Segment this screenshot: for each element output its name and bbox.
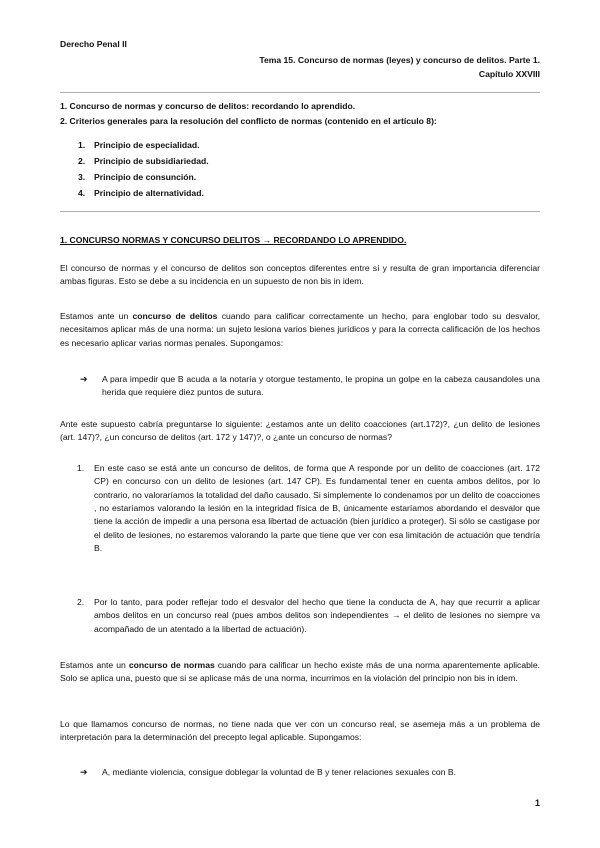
paragraph: Lo que llamamos concurso de normas, no tiene nada que ver con un concurso real, se asemeja más a un problema de interpretación para la determinación del precepto legal aplicable. Supongamos:: [60, 719, 540, 743]
paragraph: Estamos ante un concurso de delitos cuando para calificar correctamente un hecho, para englobar todo su desvalor, necesitamos aplicar más de una norma: un sujeto lesiona varios bienes jurídicos y para la correcta calificación de los hechos es necesario aplicar varias normas penales. Supongamos:: [60, 311, 540, 348]
toc-item-2: 2. Criterios generales para la resolución del conflicto de normas (contenido en el artículo 8):: [60, 116, 437, 126]
page-number: 1: [534, 798, 540, 808]
bullet-item: A, mediante violencia, consigue doblegar la voluntad de B y tener relaciones sexuales con B.: [102, 767, 456, 777]
toc-subitem: 2. Principio de subsidiariedad.: [78, 156, 209, 166]
toc-subitem: 4. Principio de alternatividad.: [78, 188, 204, 198]
divider: [60, 211, 540, 212]
list-number: 1.: [77, 463, 85, 473]
toc-subitem: 1. Principio de especialidad.: [78, 140, 200, 150]
paragraph: Estamos ante un concurso de normas cuando para calificar un hecho existe más de una norma aparentemente aplicable. Solo se aplica una, puesto que si se aplicase más de una norma, incurrimos en la violación del principio non bis in idem.: [60, 660, 540, 684]
chapter-title: Capítulo XXVIII: [478, 69, 540, 79]
arrow-bullet-icon: ➔: [80, 374, 88, 384]
toc-subitems: [78, 139, 209, 203]
paragraph: El concurso de normas y el concurso de delitos son conceptos diferentes entre sí y resulta de gran importancia diferenciar ambas figuras. Esto se debe a su incidencia en un supuesto de non bis in idem.: [60, 263, 540, 287]
list-number: 2.: [77, 597, 85, 607]
list-item: En este caso se está ante un concurso de delitos, de forma que A responde por un delito de coacciones (art. 172 CP) en concurso con un delito de lesiones (art. 147 CP). Es fundamental tener en cuenta ambos delitos, por lo contrario, no valoraríamos la totalidad del daño causado. Si simplemente lo condenamos por un delito de coacciones , no estaríamos valorando la lesión en la integridad física de B, únicamente estaríamos abordando el desvalor que tiene la acción de impedir a una persona esa libertad de actuación (bien jurídico a proteger). Si sólo se castigase por el delito de lesiones, no estaremos valorando la parte que tiene que ver con esa limitación de actuación que tendría B.: [94, 463, 540, 553]
topic-title: Tema 15. Concurso de normas (leyes) y concurso de delitos. Parte 1.: [259, 55, 540, 65]
paragraph: Ante este supuesto cabría preguntarse lo siguiente: ¿estamos ante un delito coacciones (art.172)?, ¿un delito de lesiones (art. 147)?, ¿un concurso de delitos (art. 172 y 147)?, o ¿ante un concurso de normas?: [60, 419, 540, 443]
arrow-bullet-icon: ➔: [80, 767, 88, 777]
list-item: Por lo tanto, para poder reflejar todo el desvalor del hecho que tiene la conducta de A, hay que recurrir a aplicar ambos delitos en un concurso real (pues ambos delitos son independientes → el delito de lesiones no siempre va acompañado de un atentado a la libertad de actuación).: [94, 597, 540, 634]
course-title: Derecho Penal II: [60, 39, 127, 49]
section-heading: 1. CONCURSO NORMAS Y CONCURSO DELITOS → RECORDANDO LO APRENDIDO.: [60, 235, 407, 245]
bullet-item: A para impedir que B acuda a la notaría y otorgue testamento, le propina un golpe en la cabeza causandoles una herida que requiere diez puntos de sutura.: [102, 374, 540, 398]
divider: [60, 92, 540, 93]
toc-subitem: 3. Principio de consunción.: [78, 172, 197, 182]
table-of-contents: [60, 100, 540, 130]
toc-item-1: 1. Concurso de normas y concurso de delitos: recordando lo aprendido.: [60, 101, 356, 111]
